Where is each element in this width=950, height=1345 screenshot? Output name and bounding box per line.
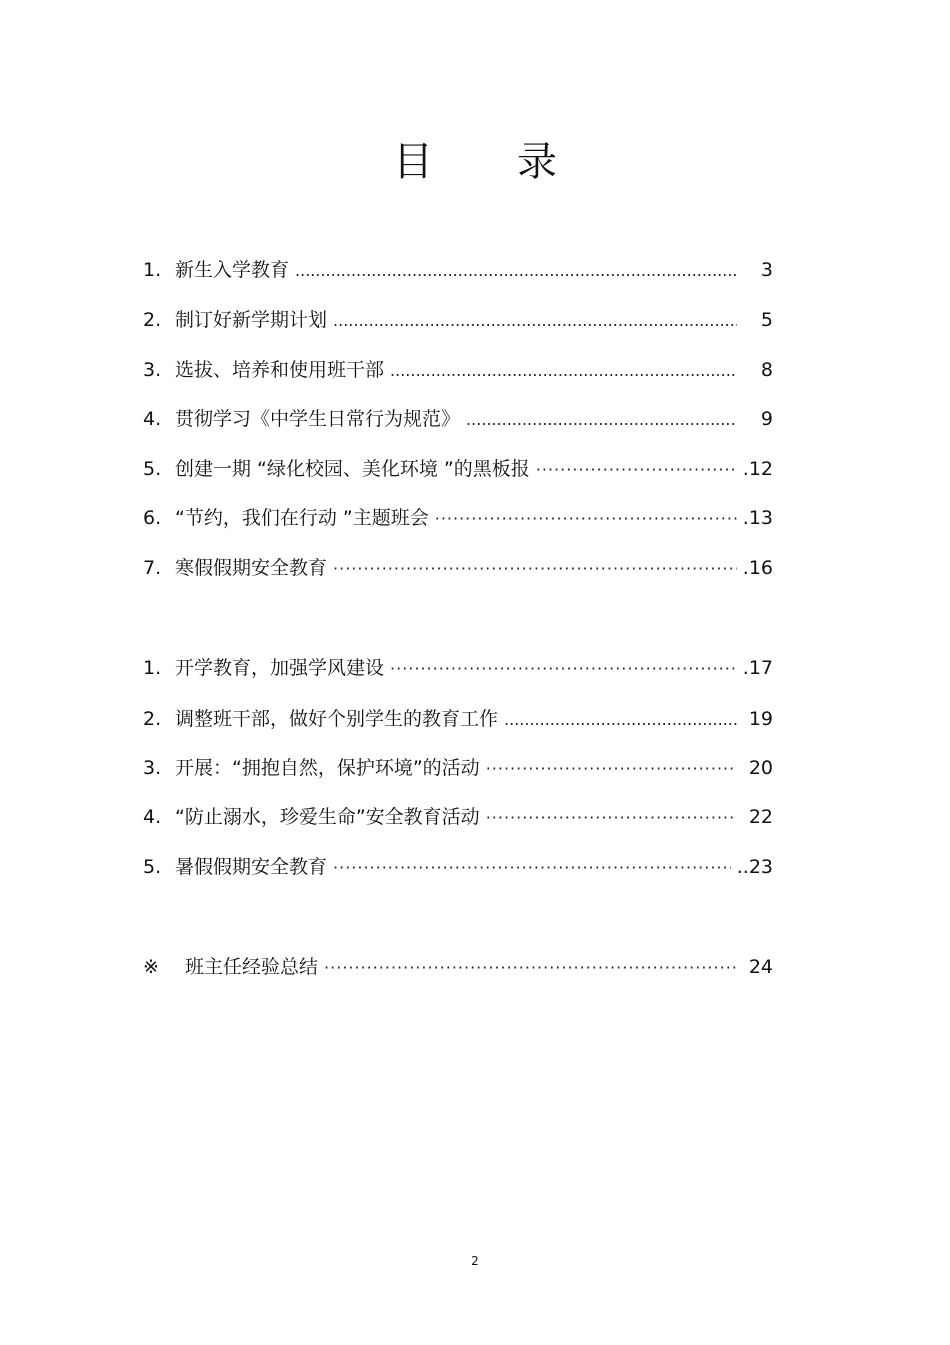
toc-entry bbox=[143, 505, 773, 531]
title-char-2: 录 bbox=[517, 139, 557, 185]
toc-number: 3. bbox=[143, 359, 162, 381]
toc-text: “节约，我们在行动 ”主题班会 bbox=[175, 507, 429, 529]
toc-text: 贯彻学习《中学生日常行为规范》 bbox=[175, 408, 461, 430]
toc-number: 7. bbox=[143, 557, 162, 579]
toc-entry bbox=[143, 854, 773, 880]
toc-text: 开学教育，加强学风建设 bbox=[175, 657, 385, 679]
toc-page: 20 bbox=[748, 757, 773, 779]
toc-text: 暑假假期安全教育 bbox=[175, 856, 328, 878]
toc-number: 5. bbox=[143, 856, 162, 878]
toc-leader bbox=[333, 855, 731, 881]
toc-number: 5. bbox=[143, 458, 162, 480]
toc-number: 6. bbox=[143, 507, 162, 529]
toc-leader bbox=[295, 258, 737, 284]
page-number: 2 bbox=[471, 1254, 479, 1268]
toc-page: 22 bbox=[748, 806, 773, 828]
toc-page: .12 bbox=[742, 458, 773, 480]
toc-text: 班主任经验总结 bbox=[185, 956, 319, 978]
toc-page: 24 bbox=[748, 956, 773, 978]
toc-page: .16 bbox=[742, 557, 773, 579]
toc-entry bbox=[143, 555, 773, 581]
toc-page: 3 bbox=[760, 259, 773, 281]
toc-page: .13 bbox=[742, 507, 773, 529]
toc-page: 8 bbox=[760, 359, 773, 381]
toc-text: 开展：“拥抱自然，保护环境”的活动 bbox=[175, 757, 480, 779]
page-title bbox=[0, 130, 950, 187]
toc-number: ※ bbox=[143, 956, 159, 978]
toc-leader bbox=[486, 805, 737, 831]
toc-text: 选拔、培养和使用班干部 bbox=[175, 359, 385, 381]
toc-entry bbox=[143, 357, 773, 383]
toc-entry bbox=[143, 257, 773, 283]
toc-leader bbox=[333, 308, 737, 334]
toc-number: 2. bbox=[143, 708, 162, 730]
toc-text: 调整班干部，做好个别学生的教育工作 bbox=[175, 708, 499, 730]
toc-text: 创建一期 “绿化校园、美化环境 ”的黑板报 bbox=[175, 458, 530, 480]
title-char-1: 目 bbox=[393, 139, 433, 185]
toc-entry bbox=[143, 804, 773, 830]
toc-entry bbox=[143, 307, 773, 333]
toc-page: 5 bbox=[760, 309, 773, 331]
toc-number: 4. bbox=[143, 806, 162, 828]
toc-leader bbox=[504, 707, 737, 733]
toc-number: 3. bbox=[143, 757, 162, 779]
toc-entry bbox=[143, 755, 773, 781]
toc-entry bbox=[143, 456, 773, 482]
toc-number: 1. bbox=[143, 657, 162, 679]
toc-number: 1. bbox=[143, 259, 162, 281]
toc-text: 寒假假期安全教育 bbox=[175, 557, 328, 579]
toc-leader bbox=[324, 955, 737, 981]
toc-leader bbox=[390, 656, 737, 682]
toc-number: 2. bbox=[143, 309, 162, 331]
toc-leader bbox=[536, 457, 737, 483]
toc-leader bbox=[333, 556, 737, 582]
toc-page: ..23 bbox=[736, 856, 773, 878]
toc-text: “防止溺水，珍爱生命”安全教育活动 bbox=[175, 806, 480, 828]
toc-page: 19 bbox=[748, 708, 773, 730]
toc-leader bbox=[390, 358, 737, 384]
toc-text: 制订好新学期计划 bbox=[175, 309, 328, 331]
toc-page: .17 bbox=[742, 657, 773, 679]
toc-leader bbox=[435, 506, 737, 532]
toc-leader bbox=[466, 407, 737, 433]
toc-page: 9 bbox=[760, 408, 773, 430]
toc-entry bbox=[143, 406, 773, 432]
toc-leader bbox=[486, 756, 737, 782]
toc-entry bbox=[143, 706, 773, 732]
toc-number: 4. bbox=[143, 408, 162, 430]
toc-text: 新生入学教育 bbox=[175, 259, 290, 281]
toc-entry bbox=[143, 954, 773, 980]
toc-entry bbox=[143, 655, 773, 681]
